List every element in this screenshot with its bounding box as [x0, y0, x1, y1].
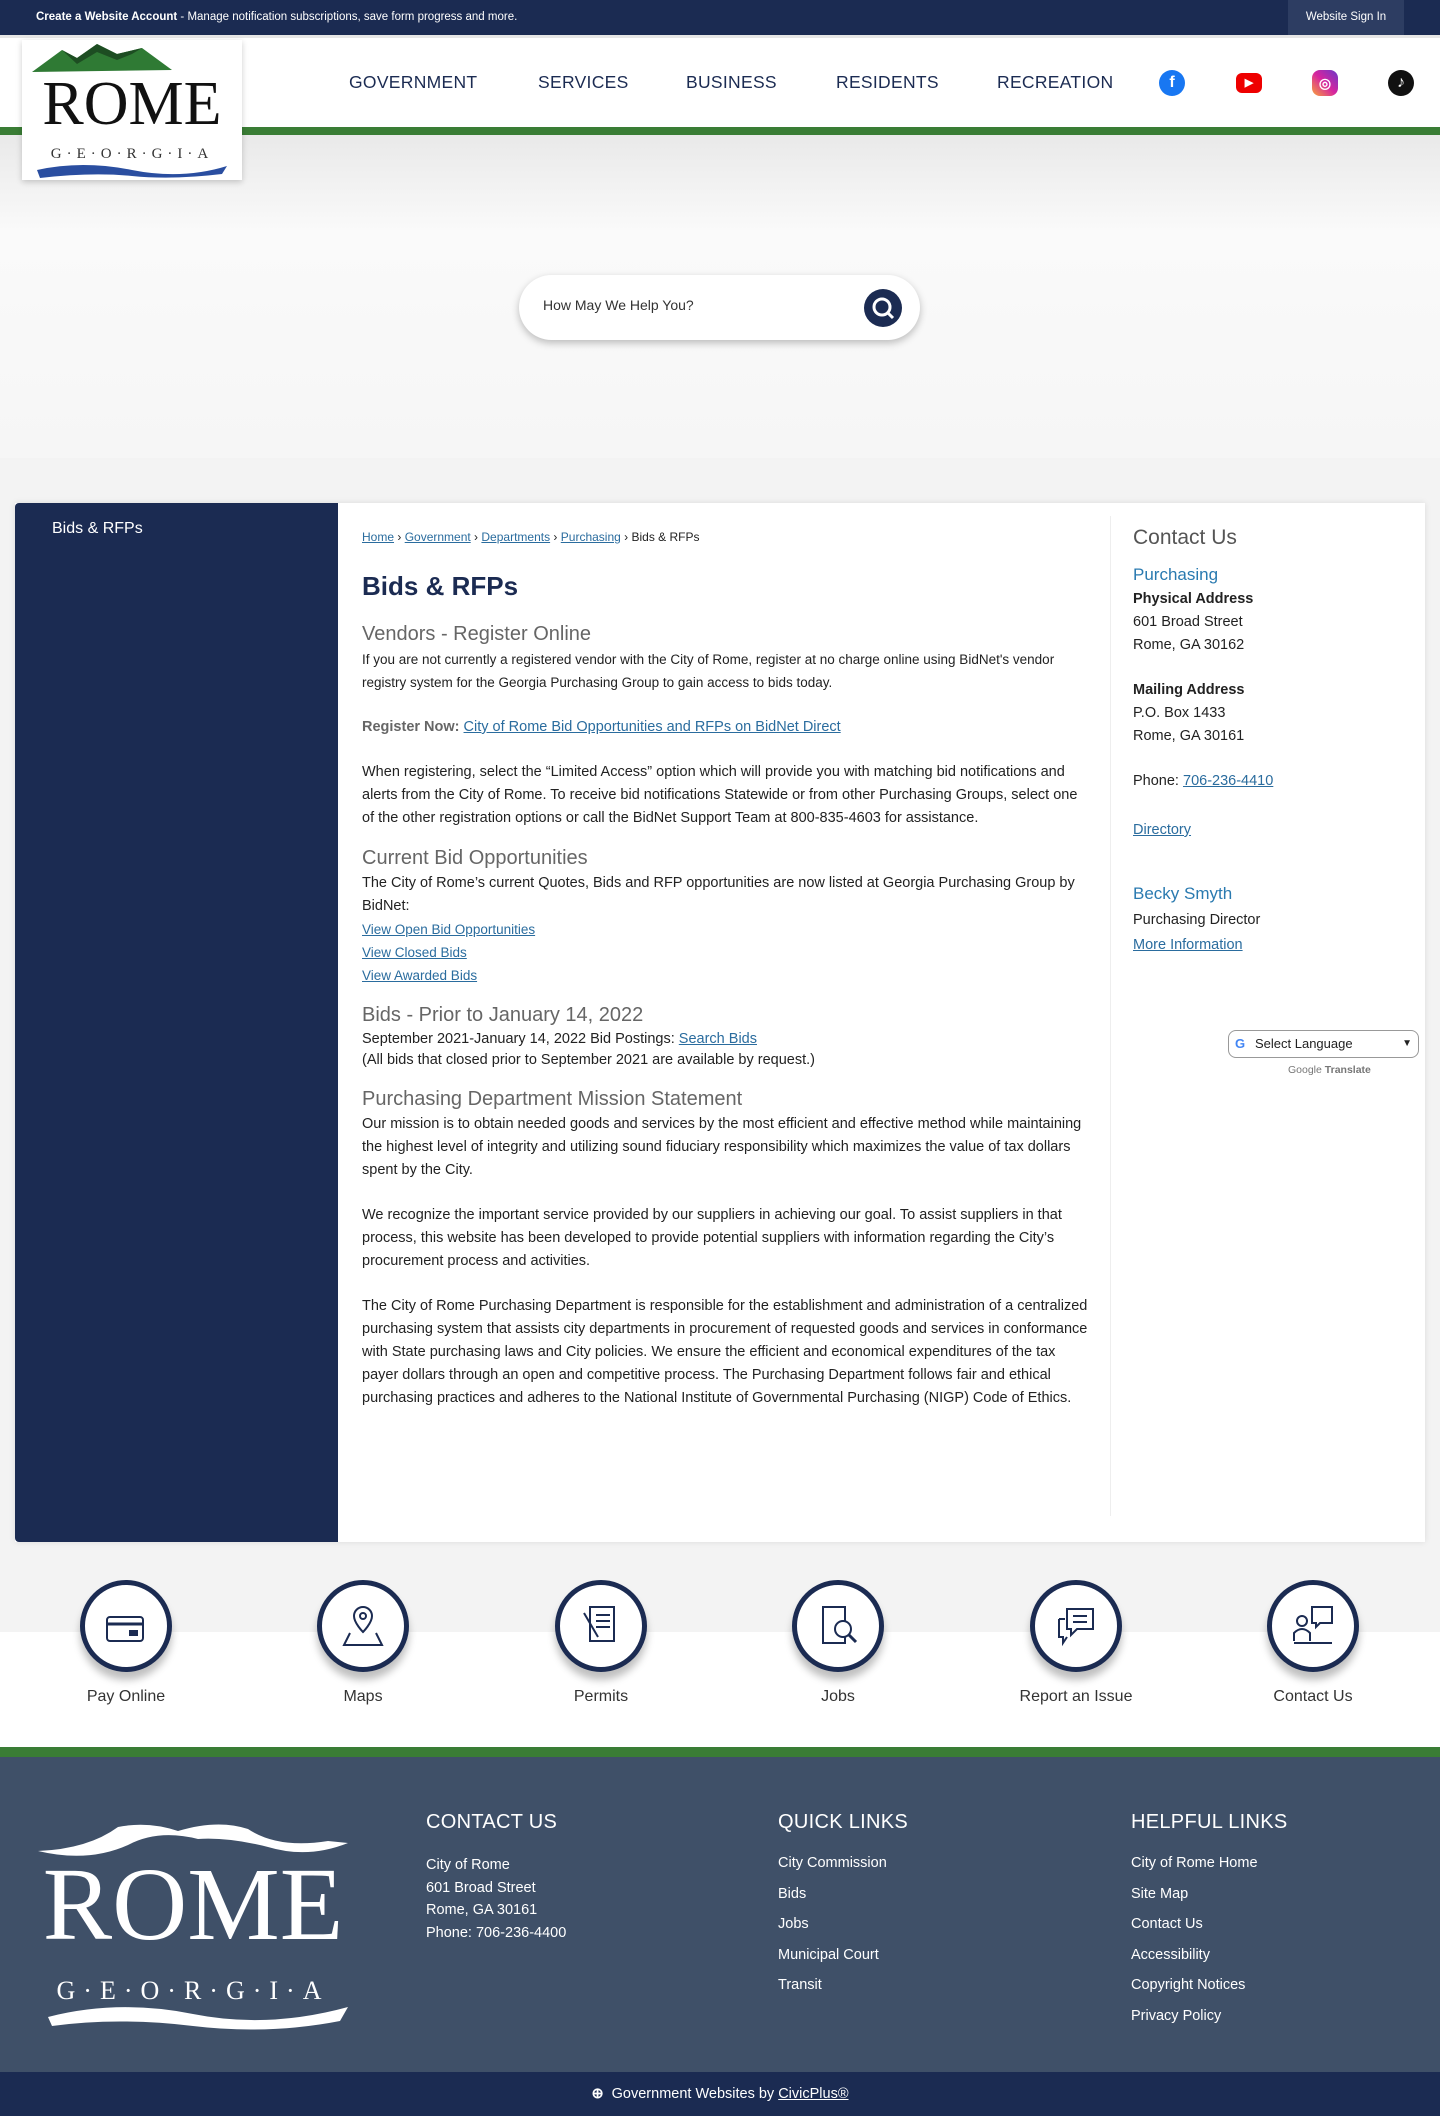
- footer-contact-line: Phone: 706-236-4400: [426, 1924, 567, 1941]
- sidebar-item-bids-rfps[interactable]: Bids & RFPs: [52, 520, 143, 537]
- view-closed-bids-link[interactable]: View Closed Bids: [362, 945, 467, 960]
- breadcrumb: Home › Government › Departments › Purchasing › Bids & RFPs: [362, 530, 700, 544]
- mailing-address-line2: Rome, GA 30161: [1133, 728, 1245, 744]
- quicklink-label: Pay Online: [86, 1688, 166, 1705]
- rome-georgia-logo[interactable]: [22, 40, 242, 180]
- contact-role: Purchasing Director: [1133, 912, 1261, 928]
- current-bids-paragraph: The City of Rome’s current Quotes, Bids and RFP opportunities are now listed at Georgia Purchasing Group by BidNet:: [362, 875, 1075, 914]
- contact-heading: Contact Us: [1133, 526, 1237, 549]
- search-button[interactable]: [864, 289, 902, 327]
- directory-link[interactable]: Directory: [1133, 822, 1192, 838]
- prior-bids-text: September 2021-January 14, 2022 Bid Postings:: [362, 1031, 675, 1047]
- footer-link-transit[interactable]: Transit: [778, 1977, 822, 1993]
- search-bids-link[interactable]: Search Bids: [678, 1031, 757, 1047]
- quicklink-label: Jobs: [821, 1688, 855, 1705]
- search-input[interactable]: [543, 297, 843, 313]
- quicklink-label: Maps: [343, 1688, 383, 1705]
- footer-quick-links: [778, 1811, 908, 2001]
- job-search-icon: [792, 1580, 884, 1672]
- document-scroll-icon: [555, 1580, 647, 1672]
- google-g-icon: G: [1235, 1036, 1246, 1051]
- footer-link-bids[interactable]: Bids: [778, 1885, 807, 1902]
- breadcrumb-government[interactable]: Government: [404, 530, 471, 544]
- facebook-icon[interactable]: f: [1159, 70, 1185, 96]
- website-sign-in-button[interactable]: Website Sign In: [1288, 0, 1404, 35]
- phone-link[interactable]: 706-236-4410: [1183, 773, 1274, 789]
- footer-link-site-map[interactable]: Site Map: [1131, 1885, 1189, 1902]
- svg-text:G·E·O·R·G·I·A: G·E·O·R·G·I·A: [50, 146, 214, 162]
- quicklink-pay-online[interactable]: [46, 1580, 206, 1706]
- quicklinks-band: [0, 1632, 1440, 1747]
- section-heading-prior-bids: Bids - Prior to January 14, 2022: [362, 1004, 644, 1026]
- footer-link-jobs[interactable]: Jobs: [778, 1916, 809, 1932]
- footer-helpful-heading: HELPFUL LINKS: [1131, 1811, 1288, 1833]
- select-language-dropdown[interactable]: [1228, 1030, 1419, 1058]
- chevron-down-icon: ▼: [1402, 1038, 1412, 1049]
- breadcrumb-current: Bids & RFPs: [631, 530, 700, 544]
- account-message-text: - Manage notification subscriptions, save form progress and more.: [177, 11, 518, 23]
- mission-paragraph-2: We recognize the important service provided by our suppliers in achieving our goal. To assist suppliers in that process, this website has been developed to provide potential suppliers with information regarding the City’s procurement process and activities.: [362, 1207, 1062, 1269]
- prior-bids-note: (All bids that closed prior to September 2021 are available by request.): [362, 1052, 815, 1068]
- view-open-bids-link[interactable]: View Open Bid Opportunities: [362, 922, 536, 937]
- footer-link-city-commission[interactable]: City Commission: [778, 1855, 887, 1871]
- footer-link-contact-us[interactable]: Contact Us: [1131, 1916, 1203, 1932]
- footer-link-home[interactable]: City of Rome Home: [1131, 1855, 1258, 1871]
- column-divider: [1110, 516, 1111, 1516]
- svg-text:G·E·O·R·G·I·A: G·E·O·R·G·I·A: [56, 1976, 330, 2005]
- credit-card-icon: [80, 1580, 172, 1672]
- physical-address-label: Physical Address: [1133, 591, 1254, 607]
- sidebar: [15, 503, 338, 1542]
- footer-contact-line: City of Rome: [426, 1857, 510, 1873]
- youtube-icon[interactable]: ▶: [1236, 73, 1262, 93]
- quicklink-label: Report an Issue: [1019, 1688, 1133, 1705]
- more-information-link[interactable]: More Information: [1133, 937, 1243, 953]
- nav-recreation[interactable]: RECREATION: [997, 72, 1114, 92]
- footer-link-municipal-court[interactable]: Municipal Court: [778, 1946, 879, 1963]
- mailing-address-label: Mailing Address: [1133, 682, 1245, 698]
- account-message: [36, 11, 517, 23]
- create-account-link[interactable]: Create a Website Account: [36, 11, 178, 23]
- civicplus-icon: ⊕: [591, 2086, 604, 2102]
- google-translate-credit: [1288, 1064, 1371, 1076]
- footer-helpful-links: [1131, 1811, 1288, 2031]
- main-content: [362, 526, 1090, 1410]
- credit-text: Government Websites by: [611, 2086, 779, 2102]
- tiktok-icon[interactable]: ♪: [1388, 70, 1414, 96]
- nav-business[interactable]: BUSINESS: [686, 72, 777, 92]
- instagram-icon[interactable]: ◎: [1312, 70, 1338, 96]
- view-awarded-bids-link[interactable]: View Awarded Bids: [362, 968, 478, 983]
- nav-residents[interactable]: RESIDENTS: [836, 72, 939, 92]
- site-search: [519, 275, 920, 340]
- breadcrumb-purchasing[interactable]: Purchasing: [560, 530, 621, 544]
- section-heading-mission: Purchasing Department Mission Statement: [362, 1088, 743, 1110]
- top-bar: [0, 0, 1440, 35]
- registering-paragraph: When registering, select the “Limited Access” option which will provide you with matching bid notifications and alerts from the City of Rome. To receive bid notifications Statewide or from other Purchasing Groups, select one of the other registration options or call the BidNet Support Team at 800-835-4603 for assistance.: [362, 764, 1078, 826]
- footer-link-accessibility[interactable]: Accessibility: [1131, 1946, 1210, 1963]
- quicklink-label: Permits: [573, 1688, 629, 1705]
- mission-paragraph-1: Our mission is to obtain needed goods and services by the most efficient and effective method while maintaining the highest level of integrity and utilizing sound fiduciary responsibility which maximizes the value of tax dollars spent by the City.: [362, 1116, 1082, 1178]
- section-heading-vendors: Vendors - Register Online: [362, 623, 592, 645]
- footer-stripe: [0, 1747, 1440, 1757]
- select-language-label: Select Language: [1255, 1036, 1353, 1051]
- footer-contact-line: 601 Broad Street: [426, 1879, 536, 1896]
- quicklink-jobs[interactable]: [758, 1580, 918, 1706]
- mailing-address-line1: P.O. Box 1433: [1133, 705, 1226, 721]
- map-pin-icon: [317, 1580, 409, 1672]
- footer-link-privacy[interactable]: Privacy Policy: [1131, 2007, 1222, 2024]
- footer: [0, 1757, 1440, 2072]
- nav-services[interactable]: SERVICES: [538, 72, 629, 92]
- breadcrumb-home[interactable]: Home: [362, 530, 395, 544]
- section-heading-current-bids: Current Bid Opportunities: [362, 847, 588, 869]
- footer-quick-heading: QUICK LINKS: [778, 1811, 908, 1833]
- register-now-label: Register Now:: [362, 719, 460, 735]
- person-chat-icon: [1267, 1580, 1359, 1672]
- footer-link-copyright[interactable]: Copyright Notices: [1131, 1977, 1246, 1993]
- nav-government[interactable]: GOVERNMENT: [349, 72, 478, 92]
- quicklink-maps[interactable]: [283, 1580, 443, 1706]
- phone-label: Phone:: [1133, 773, 1183, 789]
- footer-contact-line: Rome, GA 30161: [426, 1902, 538, 1918]
- footer-contact-heading: CONTACT US: [426, 1811, 558, 1833]
- google-label: Google: [1288, 1064, 1322, 1076]
- contact-person: Becky Smyth: [1133, 884, 1233, 903]
- contact-department: Purchasing: [1133, 565, 1219, 584]
- logo-rome-text: ROME: [42, 70, 222, 138]
- mission-paragraph-3: The City of Rome Purchasing Department is responsible for the establishment and administration of a centralized purchasing system that assists city departments in procurement of requested goods and services in conformance with State purchasing laws and City policies. We ensure the efficient and economical expenditures of the tax payer dollars through an open and competitive process. The Purchasing Department follows fair and ethical purchasing practices and adheres to the National Institute of Governmental Purchasing (NIGP) Code of Ethics.: [362, 1298, 1088, 1406]
- chat-bubbles-icon: [1030, 1580, 1122, 1672]
- footer-logo[interactable]: [28, 1819, 358, 2044]
- footer-contact: [426, 1811, 566, 1944]
- quicklink-label: Contact Us: [1273, 1688, 1353, 1705]
- quicklink-contact-us[interactable]: [1233, 1580, 1393, 1706]
- physical-address-line2: Rome, GA 30162: [1133, 637, 1245, 653]
- bidnet-register-link[interactable]: City of Rome Bid Opportunities and RFPs on BidNet Direct: [463, 719, 841, 735]
- physical-address-line1: 601 Broad Street: [1133, 614, 1243, 630]
- translate-label: Translate: [1324, 1064, 1371, 1076]
- quicklink-permits[interactable]: [521, 1580, 681, 1706]
- quicklink-report-issue[interactable]: [996, 1580, 1156, 1706]
- breadcrumb-departments[interactable]: Departments: [481, 530, 551, 544]
- search-icon: [864, 289, 902, 327]
- page-title: Bids & RFPs: [362, 571, 519, 601]
- credit-bar: [0, 2072, 1440, 2116]
- contact-sidebar: [1133, 526, 1403, 957]
- svg-text:ROME: ROME: [42, 1847, 344, 1962]
- civicplus-link[interactable]: CivicPlus®: [778, 2086, 849, 2102]
- vendors-paragraph: If you are not currently a registered vendor with the City of Rome, register at no charge online using BidNet's vendor registry system for the Georgia Purchasing Group to gain access to bids today.: [362, 652, 1055, 690]
